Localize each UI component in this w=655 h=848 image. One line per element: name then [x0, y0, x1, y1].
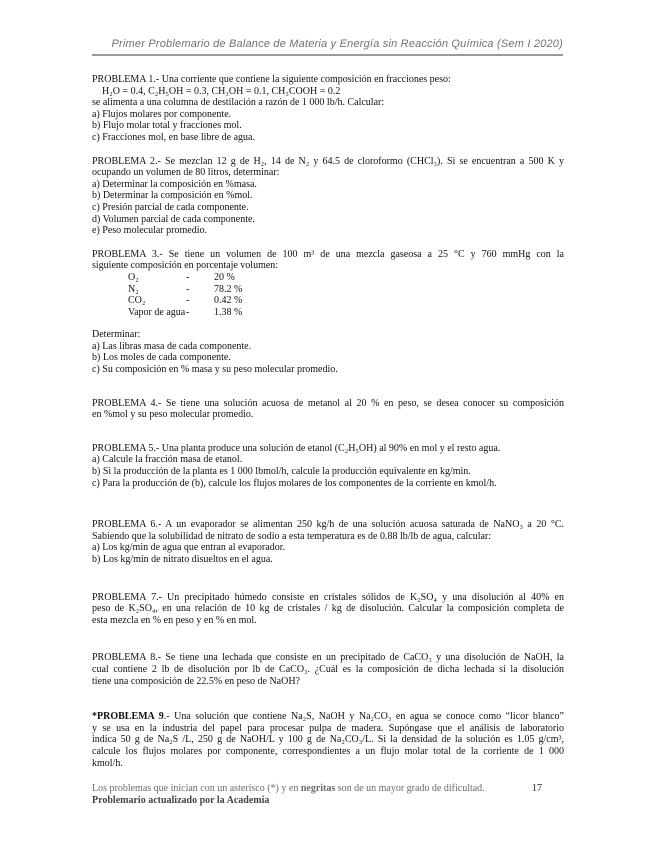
problem-2-line: b) Determinar la composición en %mol.: [92, 190, 253, 202]
problem-9-line: y se usa en la industria del papel para procesar pulpa de madera. Supóngase que el análisis de laboratorio: [92, 722, 564, 734]
problem-2-line: ocupando un volumen de 80 litros, determinar:: [92, 167, 280, 179]
spacer: [92, 318, 564, 329]
problem-6-line: Sabiendo que la solubilidad de nitrato de sodio a esta temperatura es de 0.88 lb/lb de agua, calcular:: [92, 530, 492, 542]
problem-7-line: esta mezcla en % en peso y en % en mol.: [92, 614, 257, 626]
component-dash: -: [186, 271, 190, 283]
problem-9-line: kmol/h.: [92, 757, 123, 769]
composition-row: [128, 284, 242, 296]
problem-3: [92, 249, 564, 376]
component-name: O₂: [128, 271, 139, 283]
problem-6-line: b) Los kg/min de nitrato disueltos en el agua.: [92, 554, 273, 565]
component-name: Vapor de agua: [128, 306, 186, 318]
problem-7-line: peso de K₂SO₄, en una relación de 10 kg de cristales / kg de disolución. Calcular la composición completa de: [92, 603, 564, 615]
footer-updated: Problemario actualizado por la Academia: [92, 795, 270, 806]
problem-4: [92, 398, 564, 421]
composition-row: [128, 272, 242, 284]
problem-3-line: Determinar:: [92, 329, 141, 341]
problem-1-line: a) Flujos molares por componente.: [92, 108, 232, 120]
component-value: 78.2 %: [214, 283, 243, 295]
problem-1-line: se alimenta a una columna de destilación a razón de 1 000 lb/h. Calcular:: [92, 97, 385, 109]
problem-8-line: PROBLEMA 8.- Se tiene una lechada que consiste en un precipitado de CaCO₃ y una disolución de NaOH, la: [92, 652, 564, 664]
problem-5-line: c) Para la producción de (b), calcule los flujos molares de los componentes de la corriente en kmol/h.: [92, 477, 497, 489]
problem-1-line: H₂O = 0.4, C₂H₅OH = 0.3, CH₃OH = 0.1, CH₃COOH = 0.2: [102, 85, 341, 97]
footer-note-bold: negritas: [300, 783, 336, 794]
header-rule: [92, 54, 563, 56]
component-value: 20 %: [214, 271, 235, 283]
problem-9-first-line: [92, 711, 564, 723]
problem-6-line: PROBLEMA 6.- A un evaporador se alimentan 250 kg/h de una solución acuosa saturada de NaNO₃ a 20 °C.: [92, 519, 564, 531]
problem-5-line: PROBLEMA 5.- Una planta produce una solución de etanol (C₂H₅OH) al 90% en mol y el resto agua.: [92, 442, 501, 454]
problem-1-line: c) Fracciones mol, en base libre de agua.: [92, 131, 255, 143]
problem-2: [92, 156, 564, 237]
problem-4-line: PROBLEMA 4.- Se tiene una solución acuosa de metanol al 20 % en peso, se desea conocer su composición: [92, 397, 564, 409]
problem-4-line: en %mol y su peso molecular promedio.: [92, 409, 254, 421]
problem-5-line: b) Si la producción de la planta es 1 000 lbmol/h, calcule la producción equivalente en kg/min.: [92, 466, 471, 478]
problem-3-line: a) Las libras masa de cada componente.: [92, 340, 252, 352]
page-number: 17: [532, 783, 542, 794]
component-dash: -: [186, 306, 190, 318]
problem-1-line: PROBLEMA 1.- Una corriente que contiene la siguiente composición en fracciones peso:: [92, 74, 451, 85]
problem-3-line: siguiente composición en porcentaje volumen:: [92, 260, 279, 272]
problem-3-line: b) Los moles de cada componente.: [92, 352, 231, 364]
problem-9-lead: *PROBLEMA 9: [92, 711, 164, 723]
problem-3-line: PROBLEMA 3.- Se tiene un volumen de 100 m³ de una mezcla gaseosa a 25 °C y 760 mmHg con la: [92, 248, 564, 260]
problem-9-line: .- Una solución que contiene Na₂S, NaOH y Na₂CO₃ en agua se conoce como “licor blanco”: [163, 711, 564, 723]
problem-7-line: PROBLEMA 7.- Un precipitado húmedo consiste en cristales sólidos de K₂SO₄ y una disolución al 40% en: [92, 591, 564, 603]
problem-1: [92, 74, 564, 144]
problem-6: [92, 519, 564, 565]
problem-2-line: e) Peso molecular promedio.: [92, 225, 207, 237]
problem-1-line: b) Flujo molar total y fracciones mol.: [92, 120, 242, 132]
problem-9: [92, 711, 564, 769]
page-header: Primer Problemario de Balance de Materia y Energía sin Reacción Química (Sem I 2020): [111, 38, 563, 50]
problem-5-line: a) Calcule la fracción masa de etanol.: [92, 454, 243, 466]
component-value: 0.42 %: [214, 295, 243, 307]
problem-8-line: cual contiene 2 lb de disolución por lb de CaCO₃. ¿Cuál es la composición de dicha lechada si la disolución: [92, 663, 564, 675]
problem-list: [92, 74, 564, 769]
composition-table: [128, 272, 242, 318]
problem-3-line: c) Su composición en % masa y su peso molecular promedio.: [92, 364, 338, 376]
component-value: 1.38 %: [214, 306, 243, 318]
footer-note-end: son de un mayor grado de dificultad.: [335, 783, 485, 794]
problem-2-line: a) Determinar la composición en %masa.: [92, 178, 257, 190]
problem-9-line: indica 50 g de Na₂S /L, 250 g de NaOH/L y 100 g de Na₂CO₃/L. Si la densidad de la solución es 1.05 g/cm³,: [92, 734, 564, 746]
component-dash: -: [186, 295, 190, 307]
problem-2-line: PROBLEMA 2.- Se mezclan 12 g de H₂, 14 de N₂ y 64.5 de cloroformo (CHCl₃). Si se encuentran a 500 K y: [92, 155, 564, 167]
page-footer: [92, 783, 564, 806]
footer-note-start: Los problemas que inician con un asterisco (*) y en: [92, 783, 301, 794]
composition-row: [128, 307, 242, 319]
component-dash: -: [186, 283, 190, 295]
problem-8: [92, 652, 564, 687]
problem-6-line: a) Los kg/min de agua que entran al evaporador.: [92, 542, 285, 554]
problem-2-line: d) Volumen parcial de cada componente.: [92, 213, 255, 225]
problem-5: [92, 443, 564, 489]
composition-row: [128, 295, 242, 307]
footer-note: [92, 783, 485, 794]
problem-9-line: calcule los flujos molares por componente, correspondientes a un flujo molar total de la corriente de 1 000: [92, 745, 564, 757]
problem-8-line: tiene una composición de 22.5% en peso de NaOH?: [92, 675, 300, 687]
component-name: CO₂: [128, 295, 146, 307]
component-name: N₂: [128, 283, 139, 295]
problem-2-line: c) Presión parcial de cada componente.: [92, 201, 249, 213]
problem-7: [92, 592, 564, 627]
